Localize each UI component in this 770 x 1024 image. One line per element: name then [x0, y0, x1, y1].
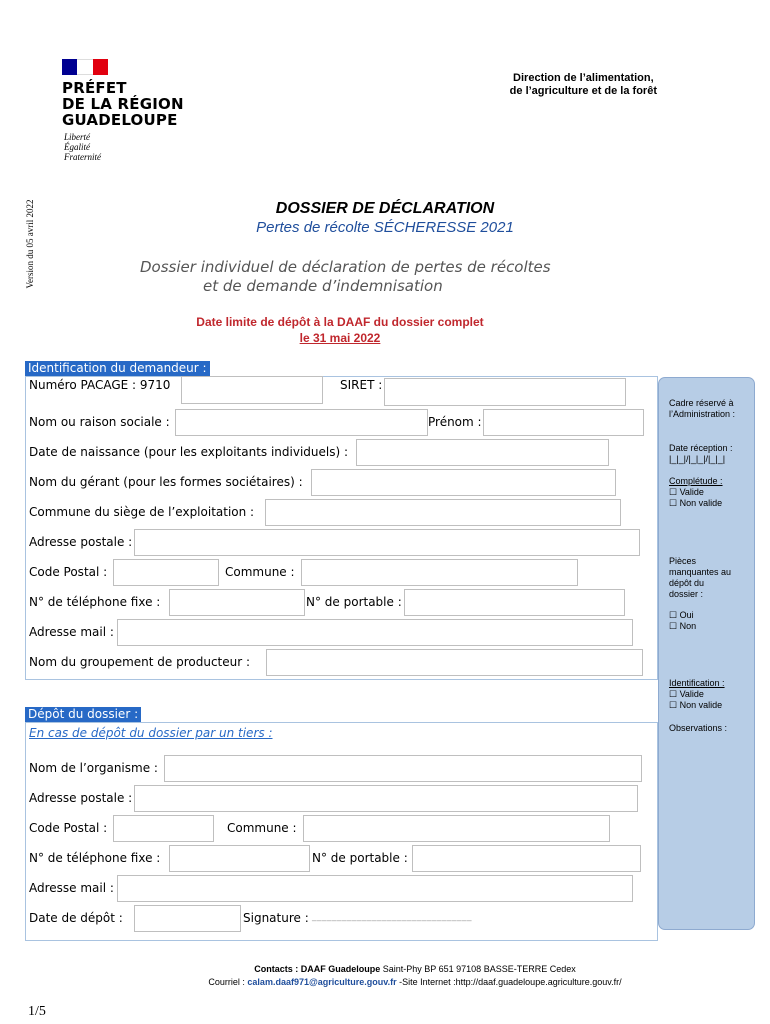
depot-code-postal-field[interactable]	[113, 815, 214, 842]
tel-fixe-label: N° de téléphone fixe :	[29, 595, 161, 609]
mail-label: Adresse mail :	[29, 625, 114, 639]
pacage-label: Numéro PACAGE : 9710	[29, 378, 171, 392]
completude-non-valide-checkbox[interactable]: ☐ Non valide	[669, 498, 723, 508]
identification-heading: Identification du demandeur :	[25, 361, 210, 376]
document-description: Dossier individuel de déclaration de pertes de récoltes et de demande d’indemnisation	[140, 258, 551, 295]
gerant-label: Nom du gérant (pour les formes sociétaires) :	[29, 475, 303, 489]
direction-header: Direction de l’alimentation, de l’agriculture et de la forêt	[509, 72, 657, 97]
commune-siege-field[interactable]	[265, 499, 621, 526]
nom-field[interactable]	[175, 409, 428, 436]
identification-valide-checkbox[interactable]: ☐ Valide	[669, 689, 704, 699]
date-depot-field[interactable]	[134, 905, 241, 932]
naissance-field[interactable]	[356, 439, 609, 466]
tel-fixe-field[interactable]	[169, 589, 305, 616]
document-subtitle: Pertes de récolte SÉCHERESSE 2021	[256, 219, 514, 236]
siret-label: SIRET :	[340, 378, 383, 392]
prenom-field[interactable]	[483, 409, 644, 436]
pieces-non-checkbox[interactable]: ☐ Non	[669, 621, 697, 631]
depot-mail-field[interactable]	[117, 875, 633, 902]
admin-cadre-label: Cadre réservé à l’Administration :	[669, 398, 736, 419]
deadline-text: Date limite de dépôt à la DAAF du dossier complet	[196, 315, 484, 329]
depot-portable-label: N° de portable :	[312, 851, 408, 865]
admin-pieces: Pièces manquantes au dépôt du dossier : ☐ Oui ☐ Non	[669, 556, 732, 631]
gerant-field[interactable]	[311, 469, 616, 496]
code-postal-label: Code Postal :	[29, 565, 108, 579]
contact-email-link[interactable]: calam.daaf971@agriculture.gouv.fr	[247, 977, 397, 987]
admin-identification: Identification : ☐ Valide ☐ Non valide	[669, 678, 725, 710]
depot-note: En cas de dépôt du dossier par un tiers :	[29, 726, 273, 740]
date-depot-label: Date de dépôt :	[29, 911, 123, 925]
marianne-logo-flag	[62, 59, 108, 75]
signature-line[interactable]: ________________________________	[312, 912, 472, 922]
document-title: DOSSIER DE DÉCLARATION	[275, 200, 495, 217]
depot-tel-fixe-label: N° de téléphone fixe :	[29, 851, 161, 865]
adresse-field[interactable]	[134, 529, 640, 556]
portable-label: N° de portable :	[306, 595, 402, 609]
identification-non-valide-checkbox[interactable]: ☐ Non valide	[669, 700, 723, 710]
footer-courriel: Courriel : calam.daaf971@agriculture.gouv.fr -Site Internet :http://daaf.guadeloupe.agriculture.gouv.fr/	[208, 977, 622, 987]
page-number: 1/5	[28, 1004, 46, 1019]
signature-label: Signature :	[243, 911, 309, 925]
version-note: Version du 05 avril 2022	[25, 199, 35, 289]
deadline-date: le 31 mai 2022	[299, 331, 381, 345]
prefet-logo-text: PRÉFET DE LA RÉGION GUADELOUPE	[62, 79, 184, 129]
mail-field[interactable]	[117, 619, 633, 646]
depot-code-postal-label: Code Postal :	[29, 821, 108, 835]
admin-date-reception: Date réception : |_|_|/|_|_|/|_|_|	[669, 443, 733, 464]
pacage-field[interactable]	[181, 376, 323, 404]
depot-portable-field[interactable]	[412, 845, 641, 872]
depot-adresse-label: Adresse postale :	[29, 791, 133, 805]
groupement-field[interactable]	[266, 649, 643, 676]
depot-tel-fixe-field[interactable]	[169, 845, 310, 872]
depot-adresse-field[interactable]	[134, 785, 638, 812]
pieces-oui-checkbox[interactable]: ☐ Oui	[669, 610, 694, 620]
depot-mail-label: Adresse mail :	[29, 881, 114, 895]
admin-observations: Observations :	[669, 723, 728, 733]
naissance-label: Date de naissance (pour les exploitants individuels) :	[29, 445, 349, 459]
prenom-label: Prénom :	[428, 415, 482, 429]
nom-label: Nom ou raison sociale :	[29, 415, 170, 429]
commune-label: Commune :	[225, 565, 295, 579]
completude-valide-checkbox[interactable]: ☐ Valide	[669, 487, 704, 497]
siret-field[interactable]	[384, 378, 626, 406]
republic-motto: Liberté Égalité Fraternité	[64, 132, 101, 162]
portable-field[interactable]	[404, 589, 625, 616]
adresse-label: Adresse postale :	[29, 535, 133, 549]
depot-commune-label: Commune :	[227, 821, 297, 835]
footer-contacts: Contacts : DAAF Guadeloupe Saint-Phy BP 651 97108 BASSE-TERRE Cedex	[254, 964, 576, 974]
depot-heading: Dépôt du dossier :	[25, 707, 141, 722]
commune-field[interactable]	[301, 559, 578, 586]
groupement-label: Nom du groupement de producteur :	[29, 655, 251, 669]
organisme-field[interactable]	[164, 755, 642, 782]
admin-completude: Complétude : ☐ Valide ☐ Non valide	[669, 476, 723, 508]
commune-siege-label: Commune du siège de l’exploitation :	[29, 505, 255, 519]
code-postal-field[interactable]	[113, 559, 219, 586]
depot-commune-field[interactable]	[303, 815, 610, 842]
organisme-label: Nom de l’organisme :	[29, 761, 158, 775]
